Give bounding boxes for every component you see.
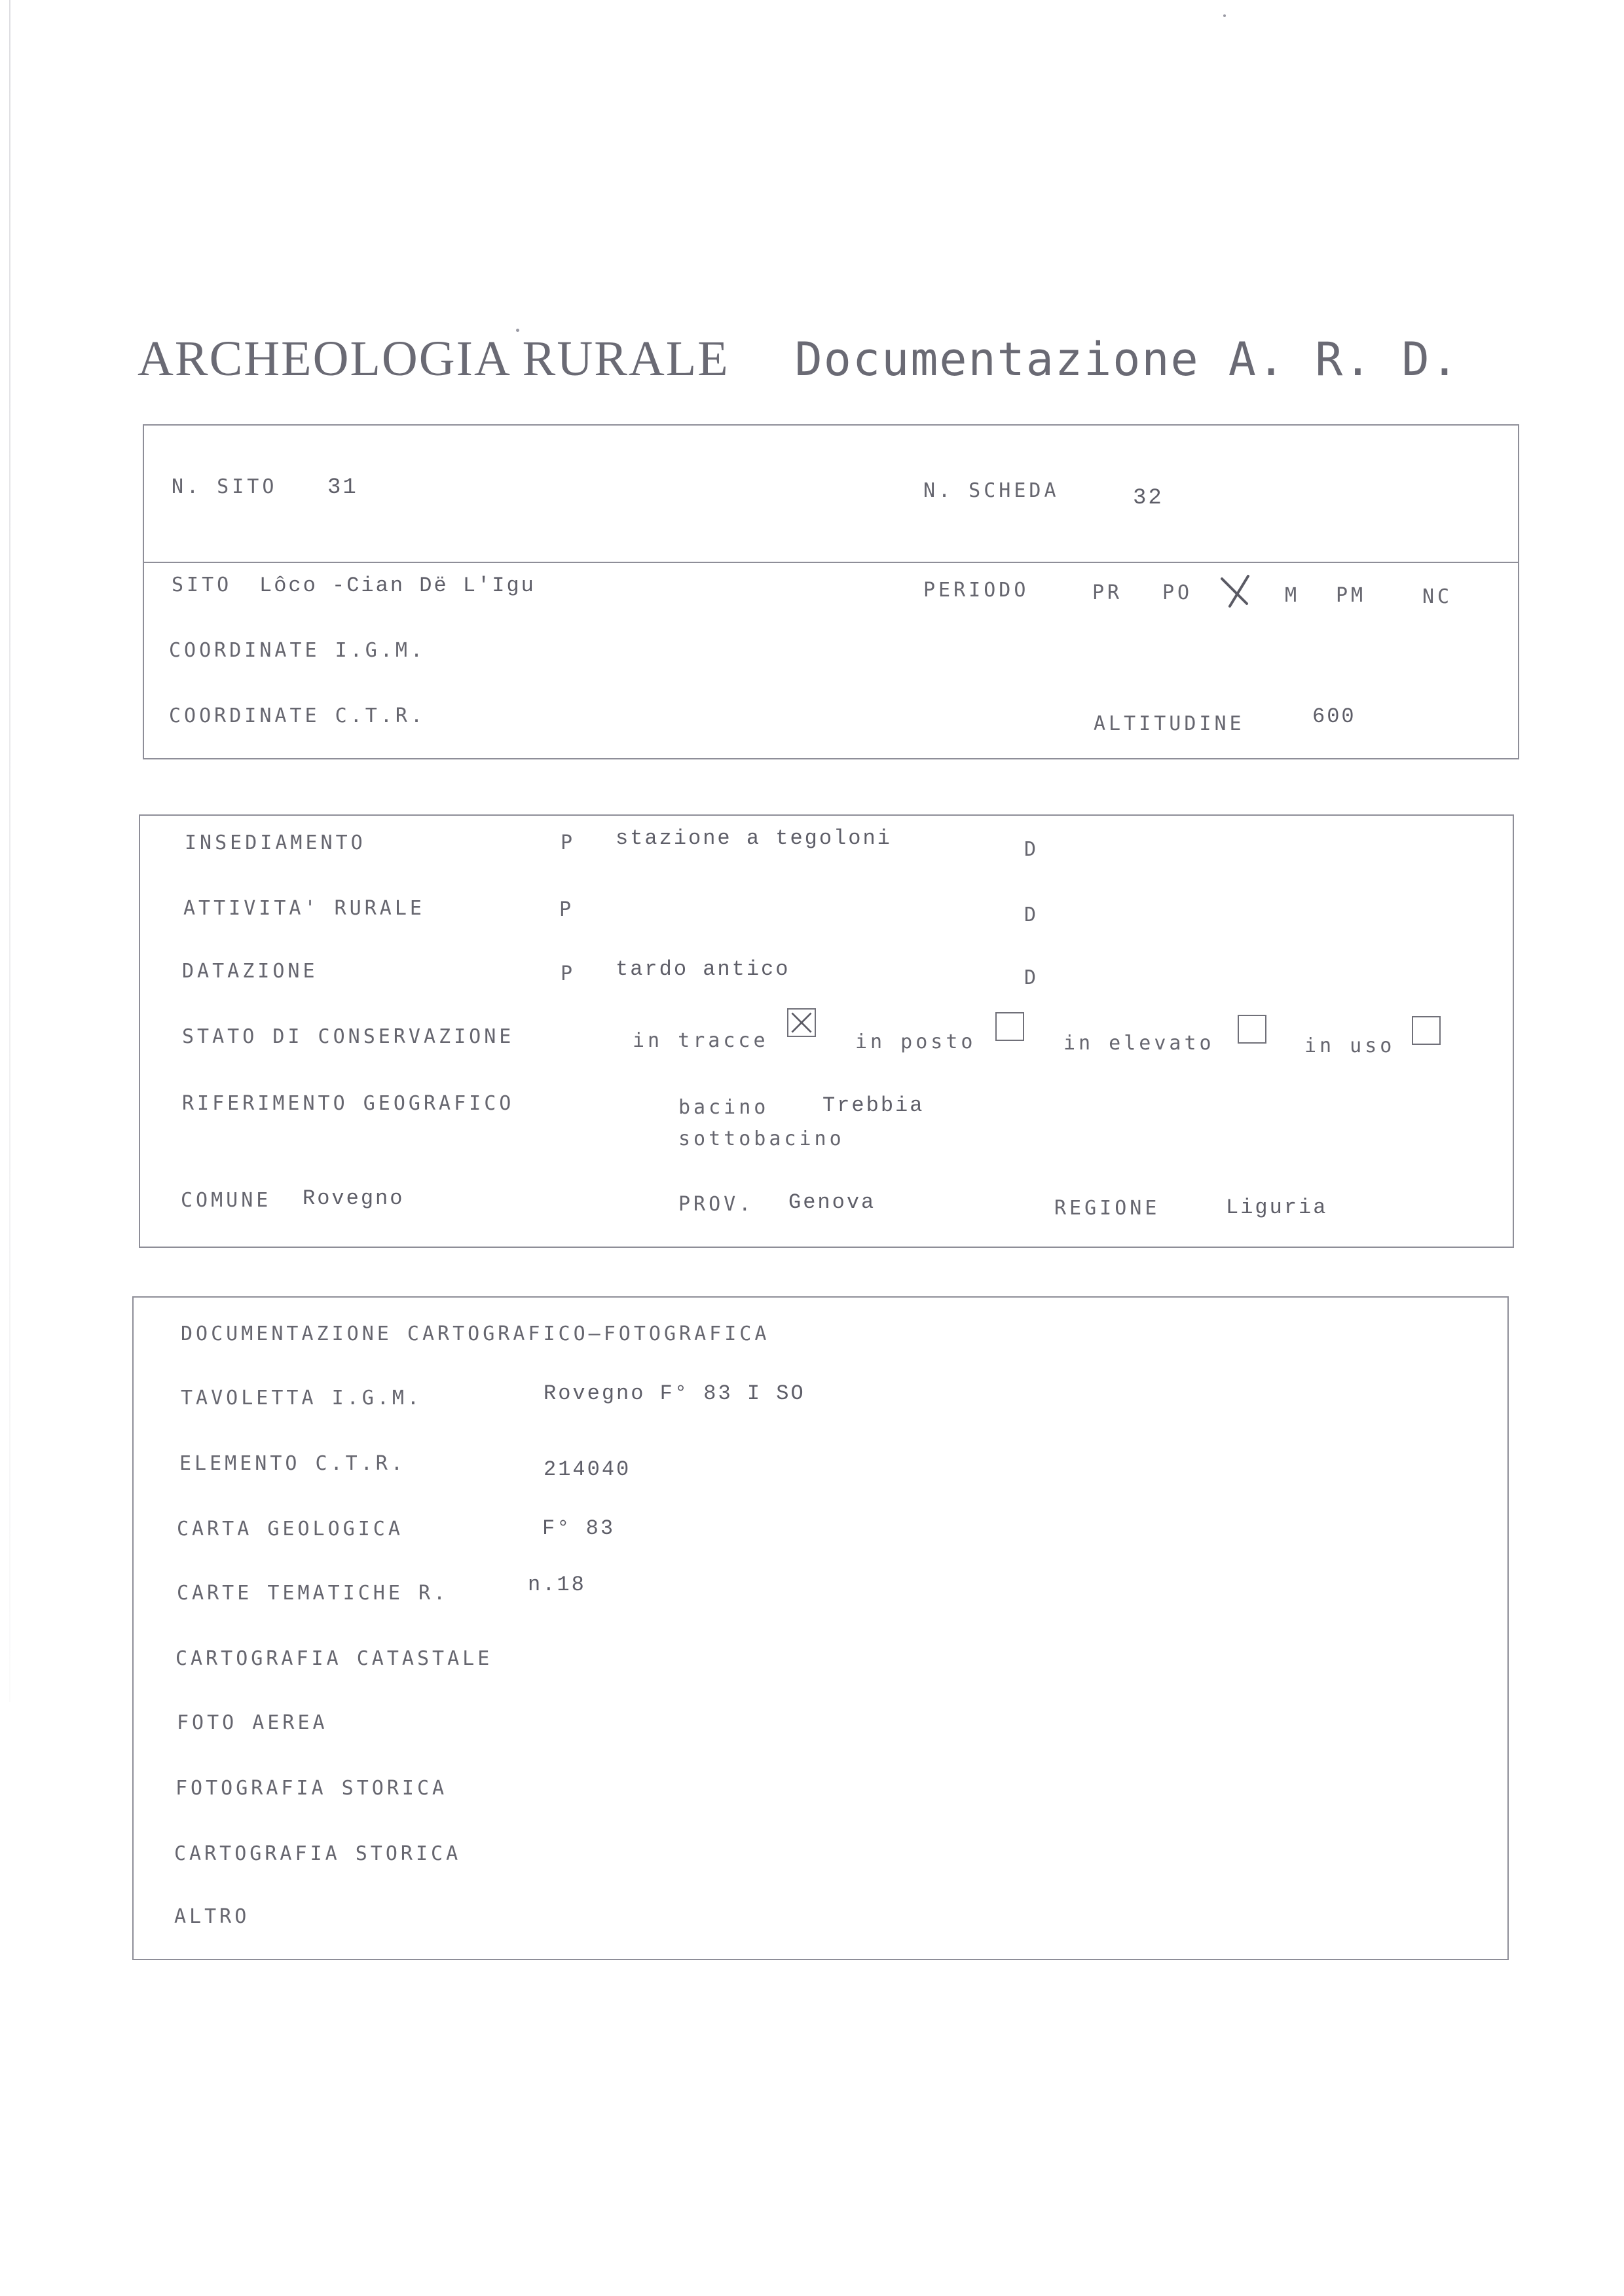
n-sito-value: 31 [327, 475, 358, 500]
comune-value: Rovegno [303, 1186, 405, 1211]
document-title [138, 331, 1460, 403]
cartografia-catastale-label: CARTOGRAFIA CATASTALE [175, 1647, 493, 1670]
carte-tematiche-value: n.18 [528, 1573, 586, 1597]
tavoletta-value: Rovegno F° 83 I SO [544, 1381, 805, 1406]
carta-geologica-label: CARTA GEOLOGICA [177, 1518, 403, 1540]
checkbox-x-mark [788, 1010, 815, 1036]
periodo-check-mark [1217, 572, 1253, 609]
comune-label: COMUNE [181, 1189, 272, 1212]
title-sub: Documentazione A. R. D. [794, 333, 1460, 386]
sottobacino-label: sottobacino [678, 1127, 845, 1150]
stato-option-in-posto: in posto [855, 1030, 976, 1053]
scan-edge [9, 0, 10, 1702]
in-elevato-checkbox[interactable] [1238, 1015, 1266, 1044]
tavoletta-label: TAVOLETTA I.G.M. [181, 1387, 422, 1410]
insediamento-label: INSEDIAMENTO [185, 831, 366, 854]
periodo-option-po: PO [1162, 581, 1193, 604]
riferimento-label: RIFERIMENTO GEOGRAFICO [182, 1092, 515, 1115]
foto-aerea-label: FOTO AEREA [177, 1711, 328, 1734]
periodo-option-pm: PM [1336, 584, 1367, 607]
sito-value: Lôco -Cian Dë L'Igu [259, 574, 536, 598]
datazione-p: P [561, 962, 576, 985]
datazione-d: D [1024, 966, 1040, 989]
periodo-option-pr: PR [1092, 581, 1123, 604]
elemento-value: 214040 [544, 1457, 631, 1482]
cartografia-storica-label: CARTOGRAFIA STORICA [174, 1842, 462, 1865]
in-tracce-checkbox[interactable] [787, 1008, 816, 1037]
periodo-option-m: M [1285, 584, 1301, 607]
regione-label: REGIONE [1054, 1197, 1160, 1220]
coord-igm-label: COORDINATE I.G.M. [169, 639, 426, 662]
insediamento-value: stazione a tegoloni [616, 826, 892, 850]
in-posto-checkbox[interactable] [995, 1012, 1024, 1041]
bacino-label: bacino [678, 1096, 769, 1119]
altro-label: ALTRO [174, 1905, 250, 1928]
insediamento-p: P [561, 831, 576, 854]
periodo-option-nc: NC [1422, 585, 1453, 608]
carta-geologica-value: F° 83 [542, 1516, 616, 1540]
insediamento-d: D [1024, 838, 1040, 861]
altitudine-value: 600 [1312, 704, 1356, 729]
title-main: ARCHEOLOGIA RURALE [138, 331, 729, 386]
stato-label: STATO DI CONSERVAZIONE [182, 1025, 515, 1048]
sito-label: SITO [172, 574, 232, 596]
fotografia-storica-label: FOTOGRAFIA STORICA [175, 1777, 448, 1800]
altitudine-label: ALTITUDINE [1094, 712, 1245, 735]
periodo-label: PERIODO [923, 579, 1029, 602]
scan-speck [1223, 14, 1226, 17]
coord-ctr-label: COORDINATE C.T.R. [169, 704, 426, 727]
documentazione-heading: DOCUMENTAZIONE CARTOGRAFICO—FOTOGRAFICA [181, 1322, 770, 1345]
datazione-value: tardo antico [616, 957, 790, 981]
stato-option-in-tracce: in tracce [633, 1029, 769, 1052]
stato-option-in-uso: in uso [1304, 1034, 1395, 1057]
n-scheda-label: N. SCHEDA [923, 479, 1060, 502]
elemento-label: ELEMENTO C.T.R. [179, 1452, 406, 1475]
in-uso-checkbox[interactable] [1412, 1016, 1441, 1045]
prov-value: Genova [788, 1190, 876, 1214]
attivita-p: P [559, 898, 575, 921]
prov-label: PROV. [678, 1193, 754, 1216]
attivita-label: ATTIVITA' RURALE [183, 897, 425, 920]
n-scheda-value: 32 [1133, 486, 1164, 511]
datazione-label: DATAZIONE [182, 960, 318, 983]
attivita-d: D [1024, 903, 1040, 926]
regione-value: Liguria [1226, 1195, 1328, 1220]
stato-option-in-elevato: in elevato [1063, 1032, 1215, 1055]
bacino-value: Trebbia [822, 1093, 925, 1118]
site-info-divider [143, 562, 1519, 563]
n-sito-label: N. SITO [172, 475, 278, 498]
carte-tematiche-label: CARTE TEMATICHE R. [177, 1582, 449, 1605]
